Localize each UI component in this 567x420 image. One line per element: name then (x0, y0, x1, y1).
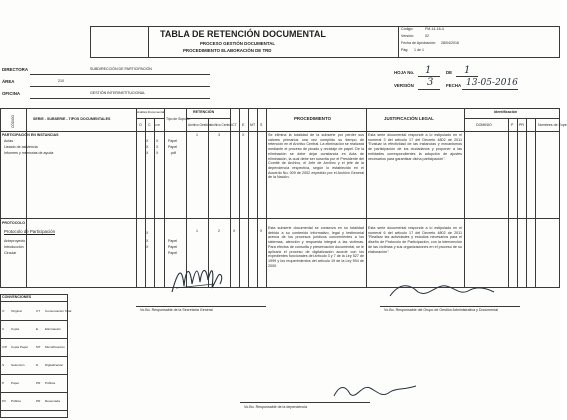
col-names-header: Nombres de Expe (538, 123, 567, 127)
page-count-value: 1 de 1 (414, 48, 424, 52)
conventions-legend-cell: Copia Papel (11, 345, 28, 349)
row1-mgmt-years: 1 (196, 133, 198, 137)
row1-support-1: Papel (168, 139, 178, 143)
row1-legal: Esta serie documental responde a lo estipulado en el numeral 3 del artículo 17 del Decreto 4802 de 2011 "Evaluar la efectividad de las instancias y mecanismos de participación de los ciudadanos y proponer a las entidades correspondientes la adopción de ajustes necesarios para garantizar dicha participación". (368, 133, 462, 161)
signature-documental (388, 278, 498, 302)
approval-date-value: 28/04/2016 (441, 41, 459, 45)
row1-type-2: Listado de asistencia (4, 145, 38, 149)
conventions-legend-cell: Copia (11, 327, 20, 331)
col-series-header: SERIE - SUBSERIE - TIPOS DOCUMENTALES (33, 117, 111, 121)
row2-support-2: Papel (168, 245, 178, 249)
sheet-total-value: 1 (464, 65, 471, 76)
col-retention-header: RETENCIÓN (193, 110, 215, 114)
code-value: FM-14-16-4 (425, 27, 444, 31)
date-value: 13-05-2016 (466, 78, 518, 88)
col-domain-header: DOMINIO (476, 123, 492, 127)
conventions-legend-cell: PC (2, 399, 7, 403)
row2-mark: X (146, 245, 149, 249)
conventions-legend-cell: P (2, 381, 5, 385)
conventions-legend-cell: Microfilmación (45, 345, 65, 349)
form-version-label: Versión: (401, 34, 414, 38)
row2-mgmt-years: 1 (196, 229, 198, 233)
row2-central-years: 2 (218, 229, 220, 233)
approval-date-label: Fecha de Aprobación: (401, 41, 436, 45)
row1-mark: X (156, 145, 159, 149)
row1-mark: X (146, 151, 149, 155)
row1-type-3: Informes y memorias de ayuda (4, 151, 54, 155)
document-title: TABLA DE RETENCIÓN DOCUMENTAL (160, 29, 326, 39)
row2-legal: Esta serie documental responde a lo estipulado en el numeral 6 del artículo 17 del Decreto 4802 de 2011 "Realizar las actividades y estudios necesarios para el diseño de Protocolo de Participación, con la intervención de las víctimas y sus organizaciones en el proceso de su elaboración". (368, 226, 462, 254)
signature-secretary (168, 262, 228, 296)
row2-support-1: Papel (168, 239, 178, 243)
sheet-number-label: HOJA No. (394, 70, 415, 75)
row1-type-1: Actas (4, 139, 13, 143)
row2-mark: X (146, 239, 149, 243)
conventions-legend-cell: Selección (11, 363, 25, 367)
conventions-legend-cell: CT (36, 309, 41, 313)
document-subtitle-procedure: PROCEDIMIENTO ELABORACIÓN DE TRD (183, 48, 272, 53)
sheet-total-label: DE (446, 70, 453, 75)
col-mt-header: MT (250, 123, 256, 127)
signature-dependency (330, 380, 420, 402)
conventions-legend-cell: S (2, 363, 5, 367)
trd-version-value: 3 (427, 77, 434, 88)
date-label: FECHA (446, 83, 462, 88)
row2-procedure: Esta subserie documental se conserva en su totalidad debido a su contenido informativo, legal y testimonial acerca de los procesos jurídicos concernientes a los sistemas, atención y respuesta integral a las víctimas. Para efectos de consulta y preservación documental, se le aplicará el proceso de digitalización acorde con los expedientes funcionales del artículo 3 y 7 de la Ley 527 de 1999 y los requerimientos del artículo 19 de la Ley 594 de 2000. (268, 226, 364, 268)
col-code-header: CÓDIGO (11, 115, 15, 128)
row1-mark: X (242, 133, 245, 137)
conventions-legend-cell: O (2, 309, 5, 313)
row1-mark: X (146, 145, 149, 149)
col-support-header: Tipo de Soporte (166, 117, 191, 121)
row1-support-3: .pdf (170, 151, 176, 155)
conventions-legend-cell: D (36, 363, 39, 367)
conventions-legend-cell: PR (36, 381, 41, 385)
conventions-legend-cell: E (36, 327, 39, 331)
conventions-legend-cell: PR (36, 399, 41, 403)
area-label: ÁREA (2, 79, 15, 84)
row2-type-1: Anteproyecto (4, 239, 26, 243)
col-e-header: E (242, 123, 245, 127)
col-legal-header: JUSTIFICACIÓN LEGAL (384, 116, 434, 121)
row1-mark: X (146, 139, 149, 143)
col-p-header: P (511, 123, 514, 127)
sig-documental-label: Vo.Bo. Responsable del Grupo de Gestión Administrativa y Documental (384, 308, 499, 312)
row2-mark: X (260, 229, 263, 233)
col-copy-header: C (148, 123, 151, 127)
row2-type-3: Circular (4, 251, 17, 255)
row2-type-2: Introducción (4, 245, 24, 249)
conventions-legend-cell: Público (11, 399, 22, 403)
row1-mark: X (156, 139, 159, 143)
col-original-header: O (139, 123, 142, 127)
area-value: 210 (58, 79, 64, 83)
row2-mark: X (146, 231, 149, 235)
col-procedure-header: PROCEDIMIENTO (294, 116, 331, 121)
col-analysis-header: Análisis Documental (137, 110, 165, 114)
conventions-legend-cell: Original (11, 309, 22, 313)
office-value: GESTIÓN INTERINSTITUCIONAL (90, 91, 146, 95)
conventions-legend-cell: C/P (2, 345, 8, 349)
conventions-legend-cell: Pública (45, 381, 56, 385)
row1-series: PARTICIPACIÓN EN INSTANCIAS (2, 133, 59, 137)
row1-mark: X (156, 151, 159, 155)
sig-secretary-label: Vo.Bo. Responsable de la Secretaría General (140, 308, 213, 312)
col-identification-header: Identificación (494, 110, 518, 114)
sig-dependency-label: Vo.Bo. Responsable de la dependencia (244, 405, 307, 409)
row2-mark: X (233, 229, 236, 233)
conventions-legend-cell: Papel (11, 381, 19, 385)
conventions-legend-cell: Digitalización (45, 363, 64, 367)
col-pr-header: PR (519, 123, 524, 127)
col-archive-central-header: Archivo Central (210, 123, 232, 127)
row1-support-2: Papel (168, 145, 178, 149)
code-label: Código: (401, 27, 414, 31)
row1-procedure: Se elimina la totalidad de la subserie por perder sus valores primarios una vez cumplido su tiempo de retención en el Archivo Central. La eliminación se realizará mediante el proceso de picado y reciclaje de papel. De la eliminación se debe dejar constancia en Acta de eliminación, la cual debe ser suscrita por el Presidente del Comité de Archivo, el Jefe de Archivo y el jefe de la dependencia respectiva, según lo establecido en el Acuerdo No. 009 de 2002 expedido por el Archivo General de la Nación. (268, 133, 364, 180)
form-version-value: 02 (425, 34, 429, 38)
directorate-label: DIRECTORA (2, 67, 29, 72)
directorate-value: SUBDIRECCIÓN DE PARTICIPACIÓN (90, 67, 152, 71)
conventions-title: CONVENCIONES (2, 295, 32, 299)
trd-version-label: VERSIÓN (394, 83, 414, 88)
col-copy-paper-header: C/P (155, 123, 161, 127)
row2-support-3: Papel (168, 251, 178, 255)
conventions-legend-cell: Eliminación (45, 327, 61, 331)
document-subtitle-process: PROCESO GESTIÓN DOCUMENTAL (200, 41, 276, 46)
row2-subseries: Protocolo de Participación (4, 229, 56, 234)
row2-series: PROTOCOLO (2, 221, 26, 225)
page-count-label: Pág: (401, 48, 409, 52)
office-label: OFICINA (2, 91, 21, 96)
col-archive-mgmt-header: Archivo Gestión (188, 123, 211, 127)
sheet-number-value: 1 (425, 65, 432, 76)
col-s-header: S (260, 123, 263, 127)
row1-central-years: 3 (218, 133, 220, 137)
conventions-legend-cell: MT (36, 345, 41, 349)
conventions-legend-cell: Reservada (45, 399, 60, 403)
conventions-legend-cell: C (2, 327, 5, 331)
conventions-legend-cell: Conservación Total (45, 309, 72, 313)
col-ct-header: CT (232, 123, 237, 127)
